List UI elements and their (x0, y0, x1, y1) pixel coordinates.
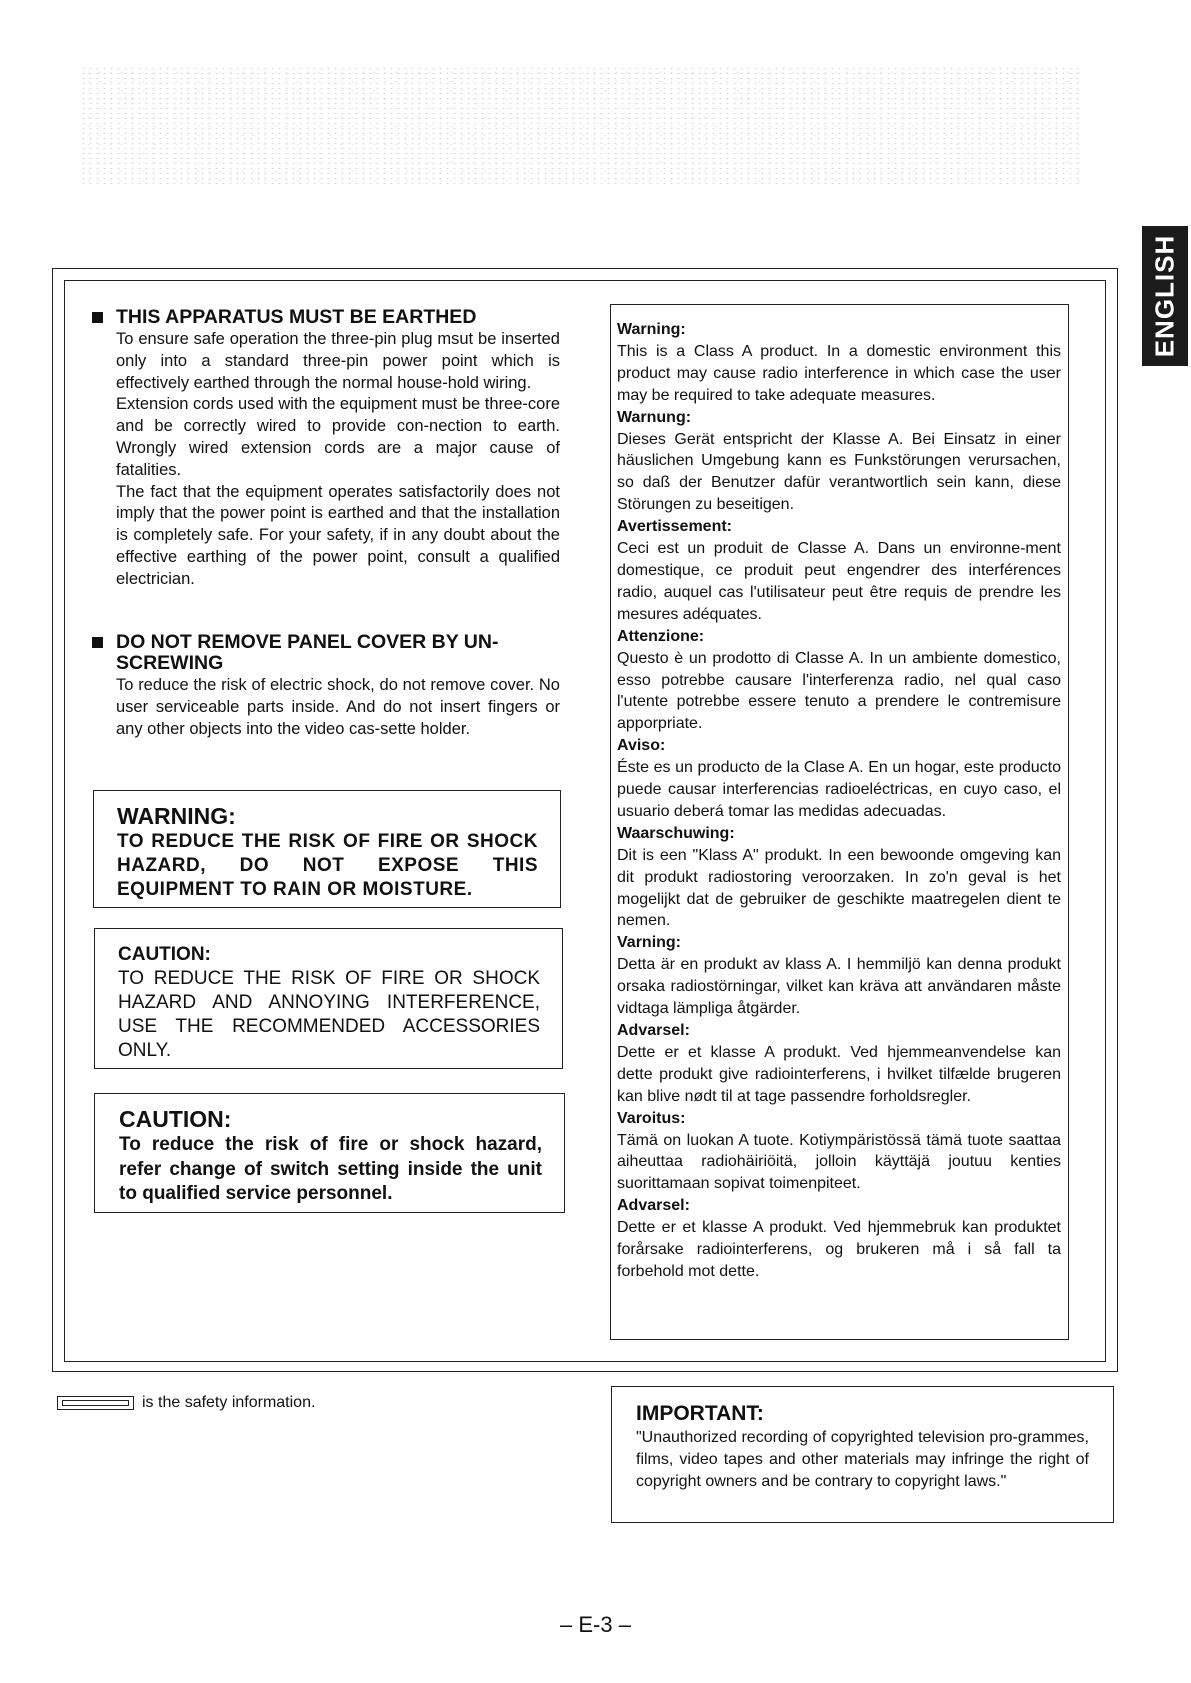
warning-title: WARNING: (117, 803, 236, 829)
language-tab (1142, 226, 1188, 366)
paragraph: The fact that the equipment operates satisfactorily does not imply that the power point is earthed and that the installation is completely safe. For your safety, if in any doubt about the effective earthing of the power point, consult a qualified electrician. (116, 482, 560, 588)
warning-heading: Advarsel: (617, 1022, 690, 1039)
warning-text: Dit is een "Klass A" produkt. In een bewoonde omgeving kan dit produkt radiostoring veroorzaken. In zo'n geval is het mogelijkt dat de gebruiker de geschikte maatregelen dient te nemen. (617, 846, 1061, 930)
caution-title: CAUTION: (118, 944, 211, 965)
warning-text: Éste es un producto de la Clase A. En un hogar, este producto puede causar interferencias radioeléctricas, en cuyo caso, el usuario deberá tomar las medidas adecuadas. (617, 759, 1061, 820)
warning-text: Ceci est un produit de Classe A. Dans un environne-ment domestique, ce produit peut engendrer des interférences radio, auquel cas l'utilisateur peut être requis de prendre les mesures adéquates. (617, 540, 1061, 623)
section-earthed (92, 307, 560, 591)
section-earthed-body (92, 329, 560, 591)
warning-heading: Warnung: (617, 408, 692, 426)
warning-heading: Attenzione: (617, 627, 705, 645)
warning-heading: Warning: (617, 321, 686, 338)
caution-body: TO REDUCE THE RISK OF FIRE OR SHOCK HAZARD AND ANNOYING INTERFERENCE, USE THE RECOMMENDED ACCESSORIES ONLY. (118, 968, 540, 1061)
section-panel-cover (92, 632, 560, 740)
class-a-warning-box (610, 304, 1069, 1340)
warning-text: Detta är en produkt av klass A. I hemmiljö kan denna produkt orsaka radiostörningar, vilket kan kräva att användaren måste vidtaga lämpliga åtgärder. (617, 956, 1061, 1018)
important-title: IMPORTANT: (636, 1402, 764, 1425)
warning-text: Questo è un prodotto di Classe A. In un ambiente domestico, esso potrebbe causare l'interferenza radio, nel qual caso l'utente potrebbe essere tenuto a prendere le contremisure apporpriate. (617, 649, 1061, 733)
square-bullet-icon (92, 637, 103, 648)
warning-heading: Aviso: (617, 737, 666, 755)
section-panel-cover-body (92, 675, 560, 740)
header-speckle (80, 66, 1080, 184)
warning-heading: Avertissement: (617, 518, 733, 536)
class-a-warning-text (617, 319, 1061, 1283)
paragraph: To ensure safe operation the three-pin plug msut be inserted only into a standard three-pin power point which is effectively earthed through the normal house-hold wiring. (116, 330, 560, 392)
warning-body: TO REDUCE THE RISK OF FIRE OR SHOCK HAZARD, DO NOT EXPOSE THIS EQUIPMENT TO RAIN OR MOISTURE. (117, 831, 538, 900)
warning-text: Tämä on luokan A tuote. Kotiympäristössä tämä tuote saattaa aiheuttaa radiohäiriöitä, jolloin käyttäjä joutuu kenties suorittamaan sopivat toimenpiteet. (617, 1131, 1061, 1193)
paragraph: Extension cords used with the equipment must be three-core and be correctly wired to provide con-nection to earth. Wrongly wired extension cords are a major cause of fatalities. (116, 395, 560, 479)
warning-heading: Waarschuwing: (617, 824, 735, 842)
warning-text: This is a Class A product. In a domestic environment this product may cause radio interference in which case the user may be required to take adequate measures. (617, 342, 1061, 404)
caution-title: CAUTION: (119, 1106, 232, 1132)
legend-text: is the safety information. (142, 1394, 316, 1411)
warning-text: Dette er et klasse A produkt. Ved hjemmeanvendelse kan dette produkt give radiointerferens, i hvilket tilfælde brugeren kan blive nødt til at tage passendre forholdsregler. (617, 1043, 1061, 1105)
warning-text: Dette er et klasse A produkt. Ved hjemmebruk kan produktet forårsake radiointerferens, og brukeren må i så fall ta forbehold mot dette. (617, 1219, 1061, 1280)
paragraph: To reduce the risk of electric shock, do not remove cover. No user serviceable parts inside. And do not insert fingers or any other objects into the video cas-sette holder. (116, 676, 560, 738)
safety-box-symbol-icon (57, 1396, 134, 1410)
caution-box-service (94, 1093, 565, 1213)
language-tab-label: ENGLISH (1149, 234, 1180, 358)
warning-text: Dieses Gerät entspricht der Klasse A. Bei Einsatz in einer häuslichen Umgebung kann es Funkstörungen verursachen, so daß der Benutzer dafür verantwortlich sein kann, diese Störungen zu beseitigen. (617, 430, 1061, 514)
section-earthed-title: THIS APPARATUS MUST BE EARTHED (92, 307, 560, 328)
safety-legend (57, 1393, 315, 1413)
warning-heading: Varning: (617, 934, 682, 952)
warning-box (93, 790, 561, 908)
important-body: "Unauthorized recording of copyrighted television pro-grammes, films, video tapes and other materials may infringe the right of copyright owners and be contrary to copyright laws." (636, 1429, 1089, 1490)
warning-heading: Varoitus: (617, 1109, 686, 1127)
warning-heading: Advarsel: (617, 1197, 690, 1215)
square-bullet-icon (92, 312, 103, 323)
section-panel-cover-title: DO NOT REMOVE PANEL COVER BY UN-SCREWING (92, 632, 560, 674)
important-box (611, 1386, 1114, 1523)
caution-box-accessories (94, 928, 563, 1069)
page-number: – E-3 – (560, 1612, 631, 1637)
caution-body: To reduce the risk of fire or shock hazard, refer change of switch setting inside the unit to qualified service personnel. (119, 1134, 542, 1204)
